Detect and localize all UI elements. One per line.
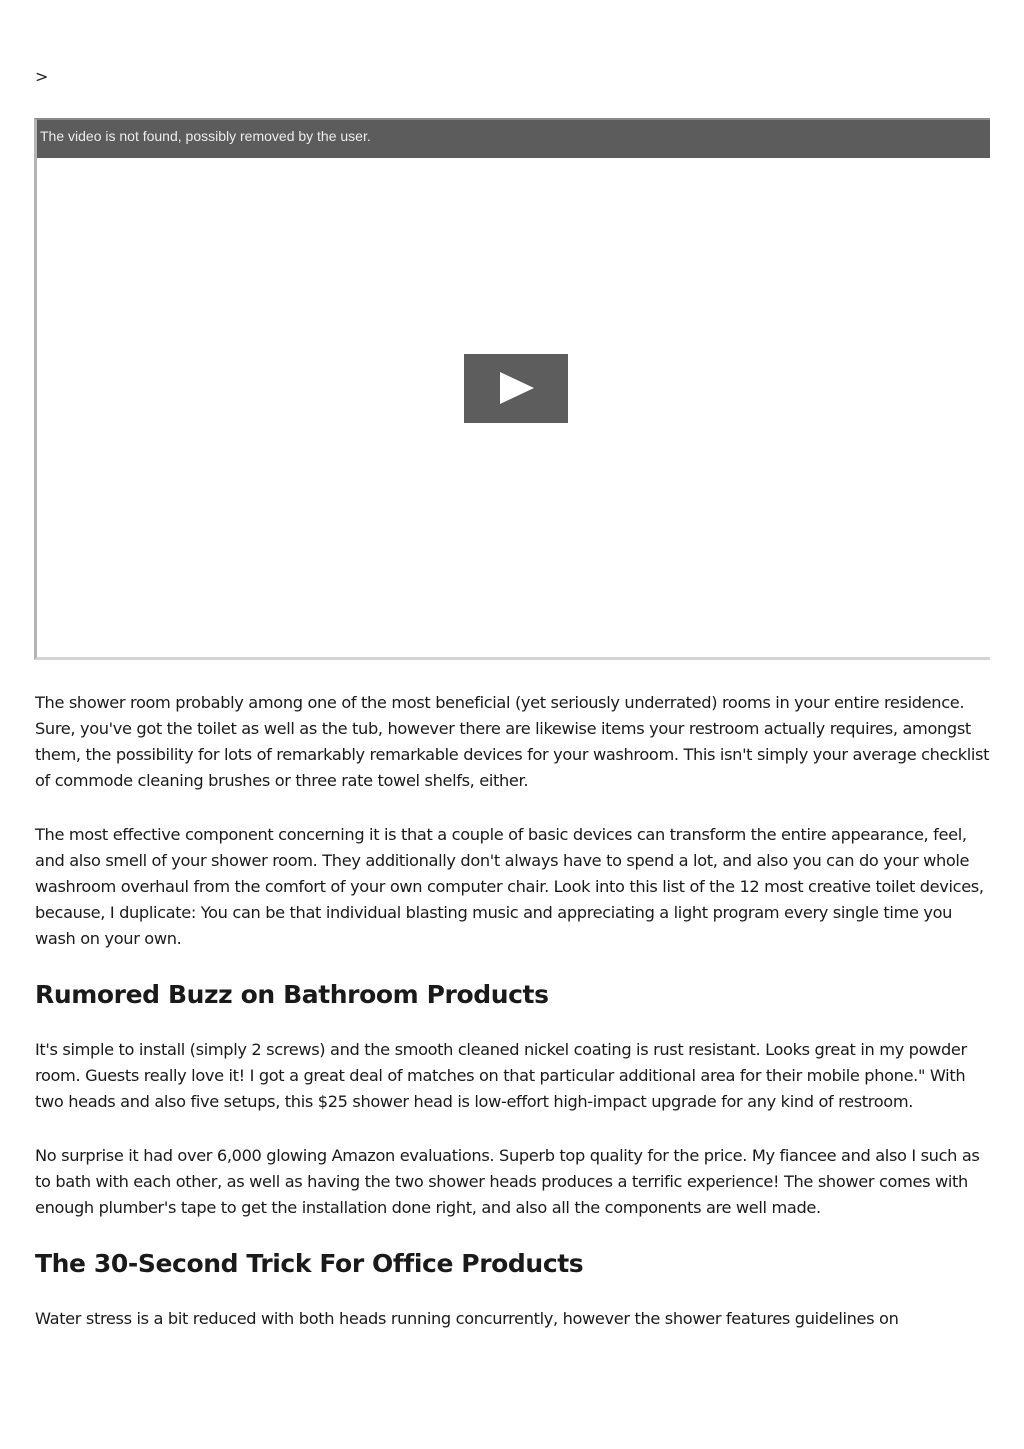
section-heading-bathroom-products: Rumored Buzz on Bathroom Products: [35, 980, 549, 1009]
play-button[interactable]: [464, 354, 568, 423]
stray-character: >: [35, 67, 49, 86]
play-icon: [500, 372, 534, 404]
video-player[interactable]: [34, 118, 990, 660]
section-heading-office-products: The 30-Second Trick For Office Products: [35, 1249, 584, 1278]
article-paragraph-3: It's simple to install (simply 2 screws) and the smooth cleaned nickel coating is rust resistant. Looks great in my powder room. Guests really love it! I got a great deal of matches on that particular additional area for their mobile phone." With two heads and also five setups, this $25 shower head is low-effort high-impact upgrade for any kind of restroom.: [35, 1040, 967, 1111]
article-paragraph-1: The shower room probably among one of the most beneficial (yet seriously underrated) rooms in your entire residence. Sure, you've got the toilet as well as the tub, however there are likewise items your restroom actually requires, amongst them, the possibility for lots of remarkably remarkable devices for your washroom. This isn't simply your average checklist of commode cleaning brushes or three rate towel shelfs, either.: [35, 693, 990, 790]
video-error-bar: [37, 120, 990, 158]
article-paragraph-5: Water stress is a bit reduced with both heads running concurrently, however the shower features guidelines on: [35, 1309, 899, 1328]
article-paragraph-2: The most effective component concerning it is that a couple of basic devices can transform the entire appearance, feel, and also smell of your shower room. They additionally don't always have to spend a lot, and also you can do your whole washroom overhaul from the comfort of your own computer chair. Look into this list of the 12 most creative toilet devices, because, I duplicate: You can be that individual blasting music and appreciating a light program every single time you wash on your own.: [35, 825, 984, 948]
article-body: [35, 690, 990, 1360]
video-error-message: The video is not found, possibly removed by the user.: [40, 128, 371, 144]
article-paragraph-4: No surprise it had over 6,000 glowing Amazon evaluations. Superb top quality for the price. My fiancee and also I such as to bath with each other, as well as having the two shower heads produces a terrific experience! The shower comes with enough plumber's tape to get the installation done right, and also all the components are well made.: [35, 1146, 980, 1217]
